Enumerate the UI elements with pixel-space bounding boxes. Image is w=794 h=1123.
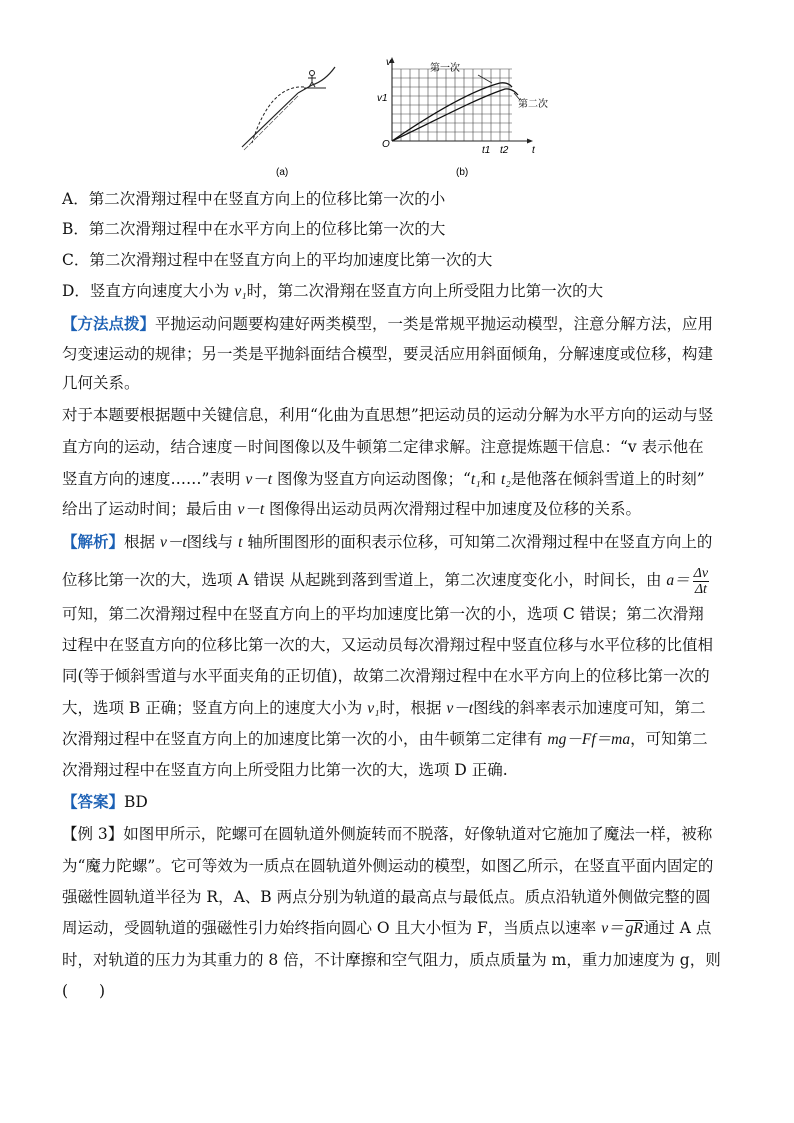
analysis-line-3: 可知，第二次滑翔过程中在竖直方向上的平均加速度比第一次的小，选项 C 错误；第二次滑翔 <box>62 605 704 623</box>
analysis-tag: 【解析】 <box>62 532 125 551</box>
example3-line-3: 强磁性圆轨道半径为 R，A、B 两点分别为轨道的最高点与最低点。质点沿轨道外侧做完整的圆 <box>62 888 711 906</box>
t1-label: t1 <box>482 145 491 156</box>
analysis-line-5: 同(等于倾斜雪道与水平面夹角的正切值)，故第二次滑翔过程中在水平方向上的位移比第一次的 <box>62 667 710 685</box>
origin-label: O <box>382 139 390 150</box>
method-line-6: 竖直方向的速度……”表明 v－t 图像为竖直方向运动图像；“t₁和 t₂是他落在倾斜雪道上的时刻” <box>62 470 705 488</box>
axis-v-label: v <box>386 57 391 68</box>
method-line-7: 给出了运动时间；最后由 v－t 图像得出运动员两次滑翔过程中加速度及位移的关系。 <box>62 500 642 518</box>
curve1-label: 第一次 <box>430 63 460 74</box>
answer-value: BD <box>124 793 148 811</box>
answer-line <box>62 792 734 812</box>
analysis-line-7: 次滑翔过程中在竖直方向上的加速度比第一次的小，由牛顿第二定律有 mg－Ff＝ma，可知第二 <box>62 730 708 748</box>
analysis-line-8: 次滑翔过程中在竖直方向上所受阻力比第一次的大，选项 D 正确. <box>62 761 508 779</box>
method-line-4: 对于本题要根据题中关键信息，利用“化曲为直思想”把运动员的运动分解为水平方向的运动与竖 <box>62 406 714 424</box>
figure-a-slope <box>242 67 335 178</box>
t2-label: t2 <box>500 145 509 156</box>
skier-icon <box>310 71 315 76</box>
analysis-line-4: 过程中在竖直方向的位移比第一次的大，又运动员每次滑翔过程中竖直位移与水平位移的比值相 <box>62 636 714 654</box>
method-line-2: 匀变速运动的规律；另一类是平抛斜面结合模型，要灵活应用斜面倾角，分解速度或位移，构建 <box>62 345 714 363</box>
figure-b-caption: (b) <box>456 167 469 178</box>
analysis-line-6: 大，选项 B 正确；竖直方向上的速度大小为 v₁时，根据 v－t图线的斜率表示加速度可知，第二 <box>62 699 706 717</box>
v1-label: v1 <box>377 93 388 104</box>
method-line-5: 直方向的运动，结合速度－时间图像以及牛顿第二定律求解。注意提炼题干信息：“v 表示他在 <box>62 438 704 456</box>
figure-area <box>230 55 570 180</box>
curve2-label: 第二次 <box>518 99 548 110</box>
example3-line-2: 为“魔力陀螺”。它可等效为一质点在圆轨道外侧运动的模型，如图乙所示，在竖直平面内固定的 <box>62 857 714 875</box>
option-a: A．第二次滑翔过程中在竖直方向上的位移比第一次的小 <box>62 190 446 208</box>
axis-t-label: t <box>532 145 535 156</box>
option-d: D．竖直方向速度大小为 v₁时，第二次滑翔在竖直方向上所受阻力比第一次的大 <box>62 282 604 300</box>
graph-grid <box>392 69 512 141</box>
example3-line-5: 时，对轨道的压力为其重力的 8 倍，不计摩擦和空气阻力，质点质量为 m，重力加速度为 g，则 <box>62 951 721 969</box>
example3-line-4: 周运动，受圆轨道的强磁性引力始终指向圆心 O 且大小恒为 F，当质点以速率 v＝ gR通过 A 点 <box>62 919 712 937</box>
example3-line-1: 【例 3】如图甲所示，陀螺可在圆轨道外侧旋转而不脱落，好像轨道对它施加了魔法一样，被称 <box>62 825 713 843</box>
analysis-line-2: 位移比第一次的大，选项 A 错误 从起跳到落到雪道上，第二次速度变化小，时间长，由 a＝ $\frac{\Delta v}{\Delta t}$ <box>62 565 709 597</box>
figure-a-caption: (a) <box>276 167 289 178</box>
method-line-3: 几何关系。 <box>62 374 140 392</box>
option-c: C．第二次滑翔过程中在竖直方向上的平均加速度比第一次的大 <box>62 251 493 269</box>
option-b: B．第二次滑翔过程中在水平方向上的位移比第一次的大 <box>62 220 446 238</box>
example3-line-6: ( ) <box>62 982 106 1000</box>
figure-b-graph <box>377 57 548 178</box>
sqrt-gR: gR <box>625 920 643 937</box>
fraction-dv-dt: $\frac{\Delta v}{\Delta t}$ <box>693 565 709 597</box>
method-line-1: 【方法点拨】平抛运动问题要构建好两类模型，一类是常规平抛运动模型，注意分解方法，应用 <box>62 314 714 333</box>
method-tag: 【方法点拨】 <box>62 314 156 333</box>
answer-tag: 【答案】 <box>62 792 125 811</box>
analysis-line-1: 【解析】根据 v－t图线与 t 轴所围图形的面积表示位移，可知第二次滑翔过程中在竖直方向上的 <box>62 532 713 551</box>
